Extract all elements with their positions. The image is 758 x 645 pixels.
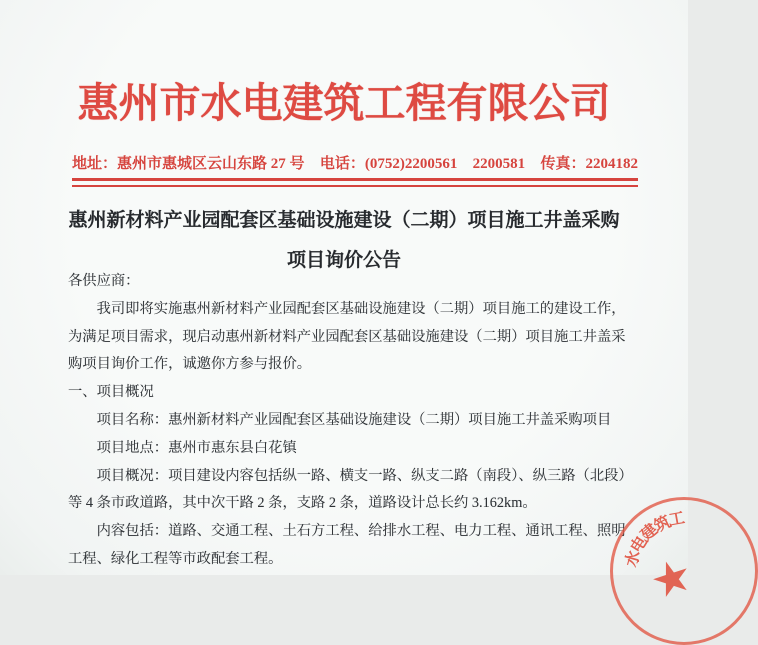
document-title-line2: 项目询价公告 — [286, 250, 401, 271]
letterhead-address: 地址：惠州市惠城区云山东路 27 号 — [72, 156, 305, 172]
body-line: 等 4 条市政道路，其中次干路 2 条，支路 2 条，道路设计总长约 3.162km。 — [68, 495, 537, 512]
company-seal-stamp — [610, 497, 758, 645]
letterhead-rule-thin — [72, 185, 638, 187]
body-line: 工程、绿化工程等市政配套工程。 — [68, 550, 283, 567]
letterhead-rule-thick — [72, 178, 638, 181]
seal-star-icon: ★ — [643, 547, 699, 610]
document-title-line1: 惠州新材料产业园配套区基础设施建设（二期）项目施工井盖采购 — [68, 210, 620, 231]
letterhead-phone-1: 电话：(0752)2200561 — [319, 156, 458, 172]
body-line: 项目地点：惠州市惠东县白花镇 — [68, 439, 297, 456]
letterhead-phone-2: 2200581 — [472, 156, 526, 172]
body-line: 购项目询价工作，诚邀你方参与报价。 — [68, 356, 312, 373]
letterhead-contact-row — [72, 152, 638, 173]
document-body — [68, 268, 653, 574]
body-line: 内容包括：道路、交通工程、土石方工程、给排水工程、电力工程、通讯工程、照明 — [68, 523, 626, 540]
seal-arc-character: 筑 — [651, 513, 674, 536]
body-line: 项目概况：项目建设内容包括纵一路、横支一路、纵支二路（南段）、纵三路（北段） — [68, 467, 633, 484]
seal-arc-character: 电 — [628, 533, 652, 557]
body-line: 各供应商： — [68, 273, 140, 289]
body-line: 我司即将实施惠州新材料产业园配套区基础设施建设（二期）项目施工的建设工作， — [68, 300, 626, 317]
body-line: 为满足项目需求，现启动惠州新材料产业园配套区基础设施建设（二期）项目施工井盖采 — [68, 328, 626, 345]
body-line: 一、项目概况 — [68, 384, 154, 401]
seal-arc-character: 水 — [623, 548, 644, 569]
company-name-heading: 惠州市水电建筑工程有限公司 — [77, 80, 611, 126]
seal-arc-character: 建 — [638, 520, 662, 545]
body-line: 项目名称：惠州新材料产业园配套区基础设施建设（二期）项目施工井盖采购项目 — [68, 411, 612, 428]
seal-arc-character: 工 — [667, 509, 687, 530]
letterhead-fax: 传真：2204182 — [540, 156, 638, 172]
